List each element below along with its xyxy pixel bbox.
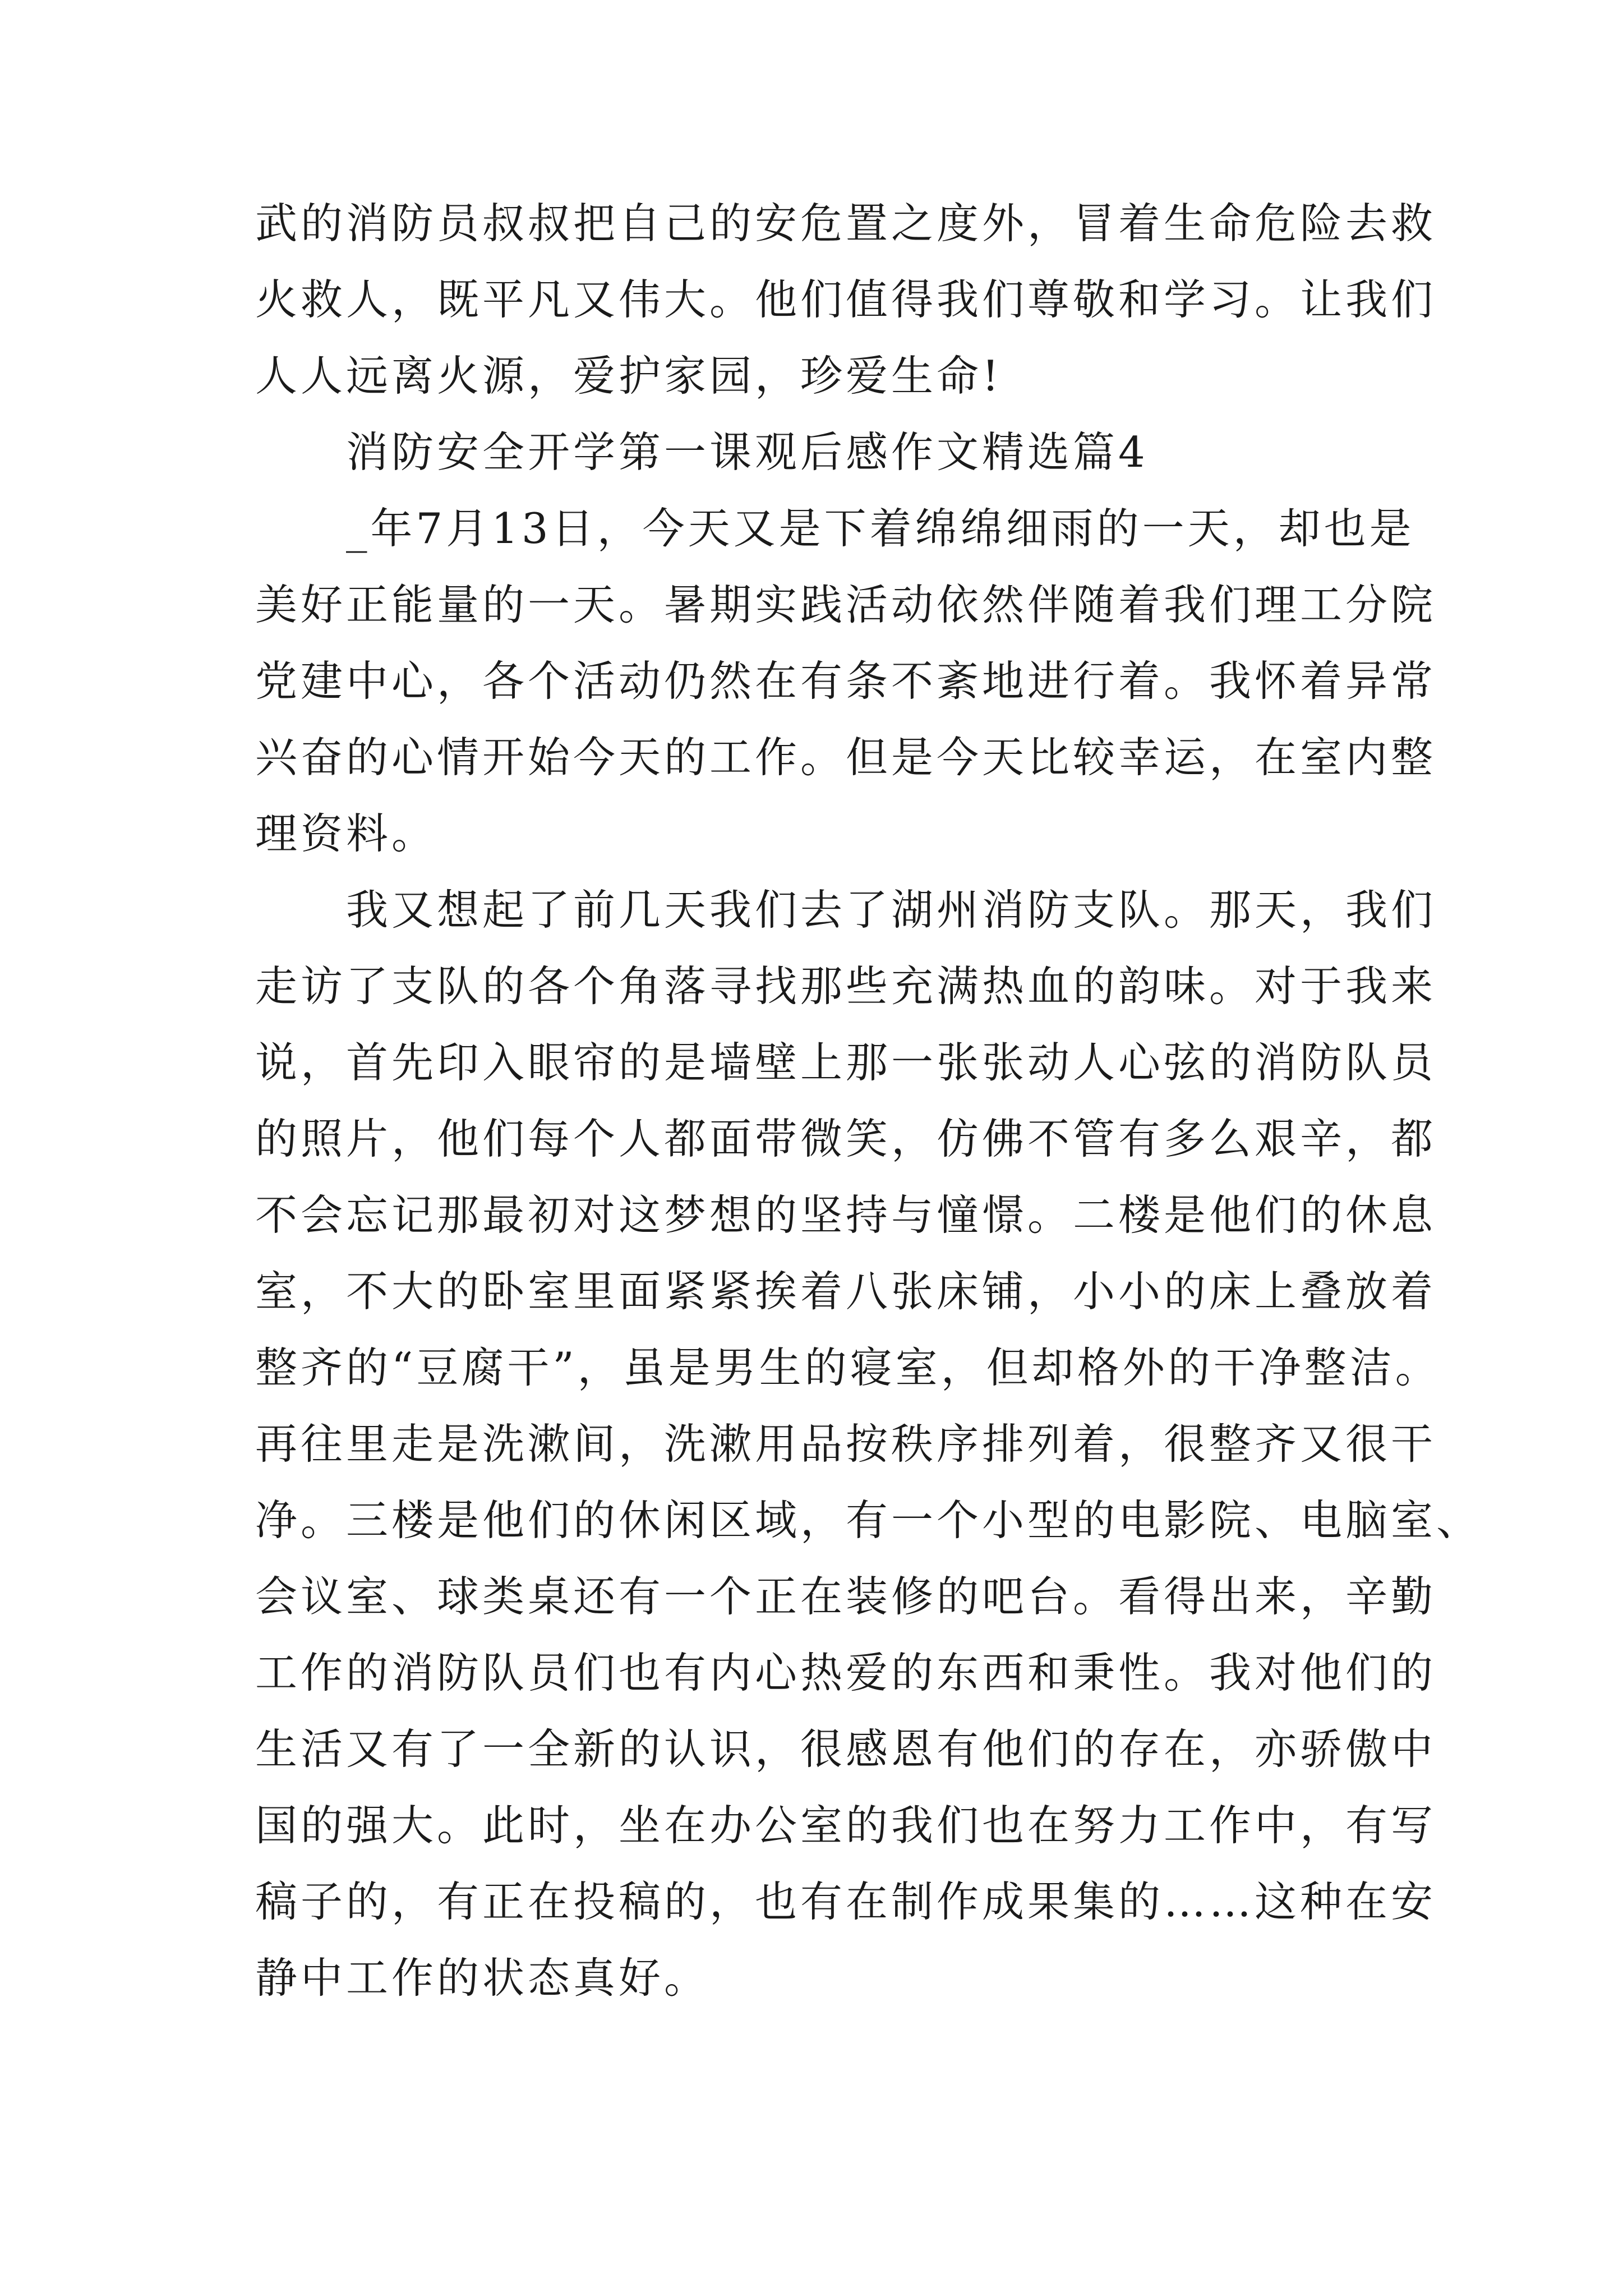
body-line: 净。三楼是他们的休闲区域，有一个小型的电影院、电脑室、 bbox=[255, 1496, 1482, 1545]
body-line: 整齐的“豆腐干”，虽是男生的寝室，但却格外的干净整洁。 bbox=[255, 1343, 1441, 1392]
body-line: 不会忘记那最初对这梦想的坚持与憧憬。二楼是他们的休息 bbox=[255, 1190, 1437, 1240]
body-line: 静中工作的状态真好。 bbox=[255, 1953, 710, 2003]
body-line: 室，不大的卧室里面紧紧挨着八张床铺，小小的床上叠放着 bbox=[255, 1267, 1437, 1316]
body-line: 稿子的，有正在投稿的，也有在制作成果集的……这种在安 bbox=[255, 1877, 1437, 1926]
body-line: 党建中心，各个活动仍然在有条不紊地进行着。我怀着异常 bbox=[255, 656, 1437, 706]
body-line: 会议室、球类桌还有一个正在装修的吧台。看得出来，辛勤 bbox=[255, 1572, 1437, 1621]
body-line: 人人远离火源，爱护家园，珍爱生命! bbox=[255, 351, 1003, 401]
paragraph-start-line: _年7月13日，今天又是下着绵绵细雨的一天，却也是 bbox=[346, 504, 1415, 553]
body-line: 工作的消防队员们也有内心热爱的东西和秉性。我对他们的 bbox=[255, 1648, 1437, 1697]
body-line: 生活又有了一全新的认识，很感恩有他们的存在，亦骄傲中 bbox=[255, 1724, 1437, 1774]
document-body bbox=[255, 185, 1482, 2016]
body-line: 武的消防员叔叔把自己的安危置之度外，冒着生命危险去救 bbox=[255, 199, 1437, 248]
body-line: 再往里走是洗漱间，洗漱用品按秩序排列着，很整齐又很干 bbox=[255, 1419, 1437, 1469]
body-line: 说，首先印入眼帘的是墙壁上那一张张动人心弦的消防队员 bbox=[255, 1038, 1437, 1087]
body-line: 美好正能量的一天。暑期实践活动依然伴随着我们理工分院 bbox=[255, 580, 1437, 629]
body-line: 走访了支队的各个角落寻找那些充满热血的韵味。对于我来 bbox=[255, 961, 1437, 1011]
body-line: 兴奋的心情开始今天的工作。但是今天比较幸运，在室内整 bbox=[255, 733, 1437, 782]
body-line: 国的强大。此时，坐在办公室的我们也在努力工作中，有写 bbox=[255, 1801, 1437, 1850]
body-line: 火救人，既平凡又伟大。他们值得我们尊敬和学习。让我们 bbox=[255, 275, 1437, 324]
section-heading: 消防安全开学第一课观后感作文精选篇4 bbox=[346, 427, 1149, 477]
paragraph-start-line: 我又想起了前几天我们去了湖州消防支队。那天，我们 bbox=[346, 885, 1437, 935]
body-line: 理资料。 bbox=[255, 809, 437, 858]
body-line: 的照片，他们每个人都面带微笑，仿佛不管有多么艰辛，都 bbox=[255, 1114, 1437, 1163]
